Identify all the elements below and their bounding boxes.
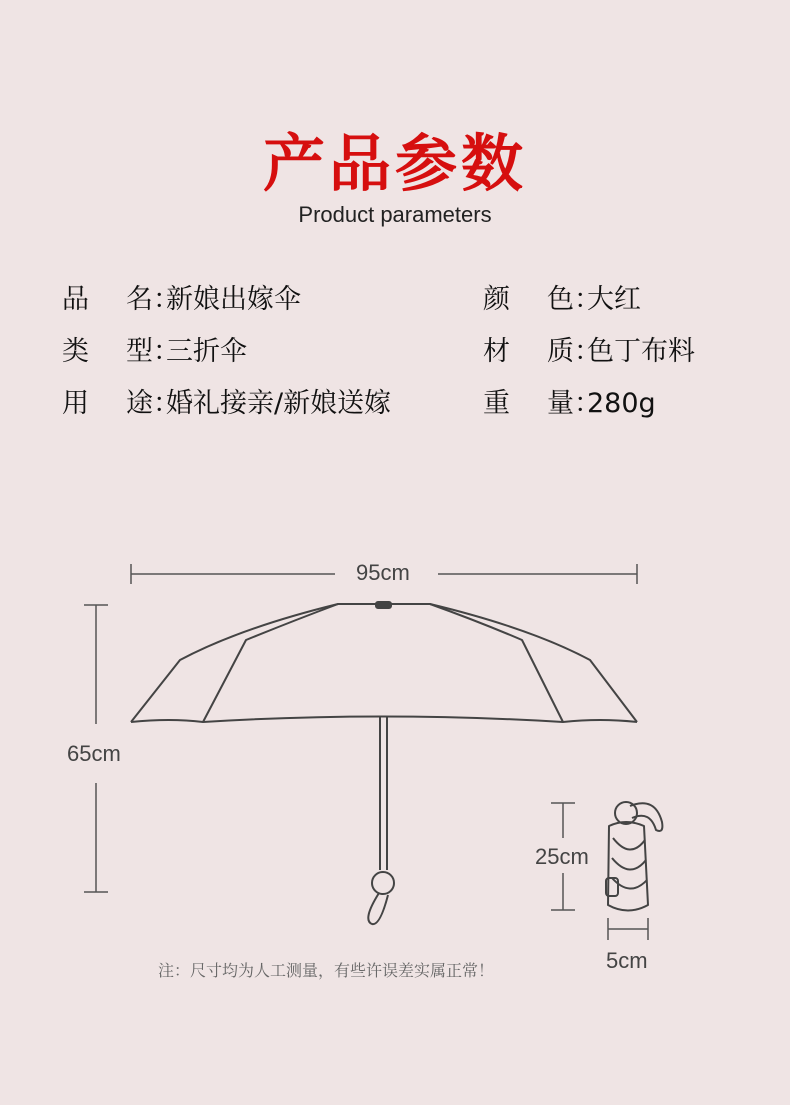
param-usage-value: 婚礼接亲/新娘送嫁 <box>166 388 392 419</box>
open-height-label: 65cm <box>67 741 121 766</box>
param-color-value: 大红 <box>587 284 641 315</box>
param-material-value: 色丁布料 <box>587 336 695 367</box>
page-subtitle: Product parameters <box>298 202 492 227</box>
umbrella-rib-left <box>203 604 338 722</box>
param-color-key1: 颜 <box>483 284 510 315</box>
umbrella-top-cap <box>376 602 391 608</box>
open-umbrella <box>131 602 637 924</box>
umbrella-canopy-outline <box>131 604 637 722</box>
param-material-key1: 材 <box>483 336 510 367</box>
param-name-key1: 品 <box>62 284 89 315</box>
dimension-lines <box>84 564 648 940</box>
param-weight-key1: 重 <box>483 388 510 419</box>
param-weight-key2: 量： <box>547 388 601 419</box>
param-type-key2: 型： <box>126 336 180 367</box>
param-name-key2: 名： <box>126 284 180 315</box>
param-weight-value: 280g <box>587 388 656 419</box>
page-title: 产品参数 <box>262 127 527 200</box>
open-width-label: 95cm <box>356 560 410 585</box>
folded-body <box>608 822 648 911</box>
param-type-key1: 类 <box>62 336 89 367</box>
umbrella-handle-knob <box>372 872 394 894</box>
param-name-value: 新娘出嫁伞 <box>166 284 301 315</box>
param-usage-key2: 途： <box>126 388 180 419</box>
umbrella-strap <box>368 893 388 924</box>
folded-length-label: 25cm <box>535 844 589 869</box>
folded-umbrella <box>606 802 662 911</box>
measurement-note: 注：尺寸均为人工测量，有些许误差实属正常！ <box>158 961 495 980</box>
param-color-key2: 色： <box>547 284 601 315</box>
folded-diameter-label: 5cm <box>606 948 648 973</box>
param-usage-key1: 用 <box>62 388 89 419</box>
param-type-value: 三折伞 <box>166 336 247 367</box>
param-material-key2: 质： <box>547 336 601 367</box>
